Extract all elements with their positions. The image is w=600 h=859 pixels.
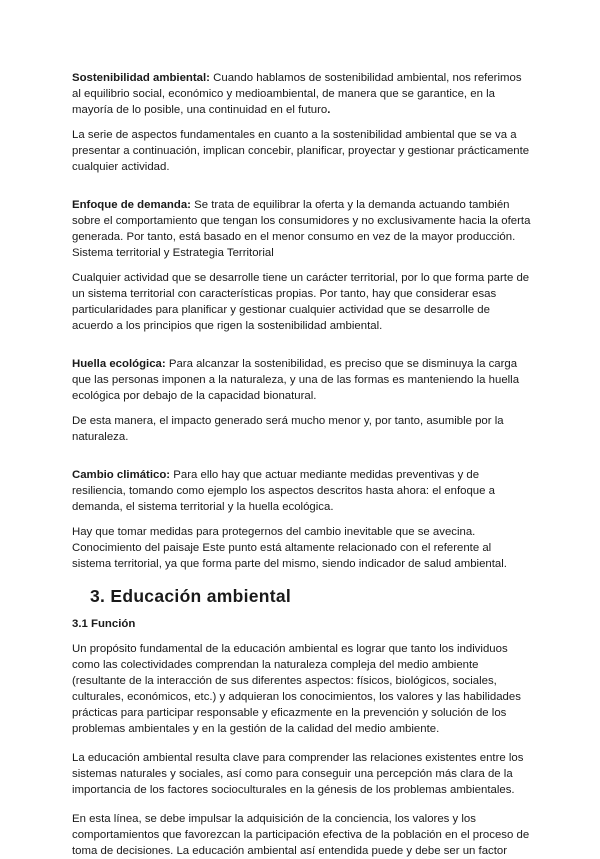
paragraph-clave: La educación ambiental resulta clave para comprender las relaciones existentes entre los sistemas naturales y sociales, así como para conseguir una percepción más clara de la importancia de los factores socioculturales en la génesis de los problemas ambientales. — [72, 752, 524, 796]
paragraph-cambio — [72, 467, 532, 515]
text-huella: Para alcanzar la sostenibilidad, es preciso que se disminuya la carga que las personas imponen a la naturaleza, y una de las formas es manteniendo la huella ecológica por debajo de la capacidad bionatural. — [72, 358, 520, 402]
paragraph-serie: La serie de aspectos fundamentales en cuanto a la sostenibilidad ambiental que se va a presentar a continuación, implican concebir, planificar, proyectar y gestionar prácticamente cualquier actividad. — [72, 129, 530, 173]
term-enfoque: Enfoque de demanda: — [72, 199, 191, 211]
paragraph-proposito: Un propósito fundamental de la educación ambiental es lograr que tanto los individuos como las colectividades comprendan la naturaleza compleja del medio ambiente (resultante de la interacción de sus diferentes aspectos: físicos, biológicos, sociales, culturales, económicos, etc.) y adquieran los conocimientos, los valores y las habilidades prácticas para participar responsable y eficazmente en la prevención y solución de los problemas ambientales y en la gestión de la calidad del medio ambiente. — [72, 643, 521, 735]
text-sostenibilidad-end: . — [327, 104, 331, 116]
term-sostenibilidad: Sostenibilidad ambiental: — [72, 72, 210, 84]
paragraph-actividad: Cualquier actividad que se desarrolle tiene un carácter territorial, por lo que forma parte de un sistema territorial con características propias. Por tanto, hay que considerar esas particularidades para planificar y gestionar cualquier actividad que se desarrolle de acuerdo a los principios que rigen la sostenibilidad ambiental. — [72, 272, 530, 332]
paragraph-impacto: De esta manera, el impacto generado será mucho menor y, por tanto, asumible por la naturaleza. — [72, 415, 504, 443]
paragraph-enfoque — [72, 197, 532, 261]
term-huella: Huella ecológica: — [72, 358, 166, 370]
section-title: 3. Educación ambiental — [90, 586, 292, 606]
text-cambio: Para ello hay que actuar mediante medidas preventivas y de resiliencia, tomando como ejemplo los aspectos descritos hasta ahora: el enfoque a demanda, el sistema territorial y la huella ecológica. — [72, 469, 495, 513]
paragraph-huella — [72, 356, 532, 404]
text-sostenibilidad: Cuando hablamos de sostenibilidad ambiental, nos referimos al equilibrio social, económico y medioambiental, de manera que se garantice, en la mayoría de lo posible, una continuidad en el futuro — [72, 72, 522, 116]
paragraph-medidas: Hay que tomar medidas para protegernos del cambio inevitable que se avecina. Conocimiento del paisaje Este punto está altamente relacionado con el referente al sistema territorial, ya que forma parte del mismo, siendo indicador de salud ambiental. — [72, 526, 507, 570]
page-content — [72, 70, 532, 859]
paragraph-sostenibilidad — [72, 70, 532, 118]
subsection-title: 3.1 Función — [72, 618, 136, 630]
term-cambio: Cambio climático: — [72, 469, 171, 481]
paragraph-linea: En esta línea, se debe impulsar la adquisición de la conciencia, los valores y los comportamientos que favorezcan la participación efectiva de la población en el proceso de toma de decisiones. La educación ambiental así entendida puede y debe ser un factor — [72, 813, 530, 857]
text-enfoque: Se trata de equilibrar la oferta y la demanda actuando también sobre el comportamiento que tengan los consumidores y no exclusivamente hacia la oferta generada. Por tanto, está basado en el menor consumo en vez de la mayor producción. Sistema territorial y Estrategia Territorial — [72, 199, 531, 259]
